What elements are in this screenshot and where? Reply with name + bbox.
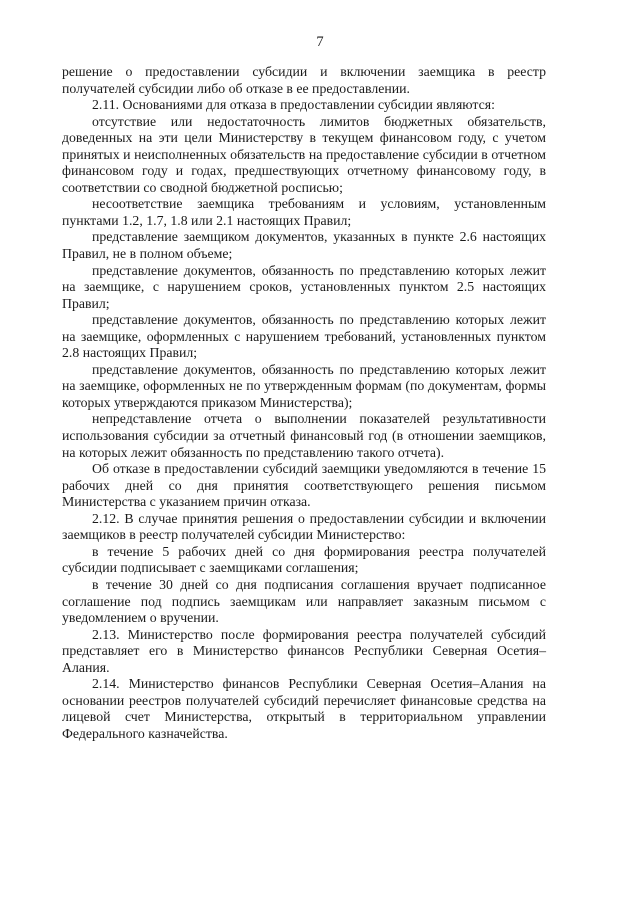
paragraph: в течение 30 дней со дня подписания соглашения вручает подписанное соглашение под подпись заемщикам или направляет заказным письмом с уведомлением о вручении.	[62, 576, 546, 626]
paragraph: представление документов, обязанность по представлению которых лежит на заемщике, оформленных не по утвержденным формам (по документам, формы которых утверждаются приказом Министерства);	[62, 361, 546, 410]
paragraph: представление заемщиком документов, указанных в пункте 2.6 настоящих Правил, не в полном объеме;	[62, 229, 546, 262]
paragraph: решение о предоставлении субсидии и включении заемщика в реестр получателей субсидии либо об отказе в ее предоставлении.	[62, 64, 546, 96]
paragraph: 2.11. Основаниями для отказа в предоставлении субсидии являются:	[92, 97, 495, 113]
paragraph: непредставление отчета о выполнении показателей результативности использования субсидии за отчетный финансовый год (в отношении заемщиков, на которых лежит обязанность по представлению такого отчета).	[62, 411, 546, 460]
paragraph: 2.14. Министерство финансов Республики Северная Осетия–Алания на основании реестров получателей субсидий перечисляет финансовые средства на лицевой счет Министерства, открытый в территориальном управлении Федерального казначейства.	[62, 676, 546, 741]
document-body	[62, 64, 546, 742]
paragraph: представление документов, обязанность по представлению которых лежит на заемщике, оформленных с нарушением требований, установленных пунктом 2.8 настоящих Правил;	[62, 312, 546, 361]
paragraph: 2.13. Министерство после формирования реестра получателей субсидий представляет его в Министерство финансов Республики Северная Осетия–Алания.	[62, 626, 546, 675]
paragraph: отсутствие или недостаточность лимитов бюджетных обязательств, доведенных на эти цели Министерству в текущем финансовом году, с учетом принятых и неисполненных обязательств на предоставление субсидии в отчетном финансовом году и годах, предшествующих отчетному финансовому году, в соответствии со сводной бюджетной росписью;	[62, 113, 546, 195]
page-number: 7	[316, 34, 324, 50]
paragraph: 2.12. В случае принятия решения о предоставлении субсидии и включении заемщиков в реестр получателей субсидии Министерство:	[62, 510, 546, 543]
paragraph: в течение 5 рабочих дней со дня формирования реестра получателей субсидии подписывает с заемщиками соглашения;	[62, 543, 546, 576]
paragraph: представление документов, обязанность по представлению которых лежит на заемщике, с нарушением сроков, установленных пунктом 2.5 настоящих Правил;	[62, 262, 546, 311]
paragraph: Об отказе в предоставлении субсидий заемщики уведомляются в течение 15 рабочих дней со дня принятия соответствующего решения письмом Министерства с указанием причин отказа.	[62, 461, 546, 510]
paragraph: несоответствие заемщика требованиям и условиям, установленным пунктами 1.2, 1.7, 1.8 или 2.1 настоящих Правил;	[62, 196, 546, 228]
